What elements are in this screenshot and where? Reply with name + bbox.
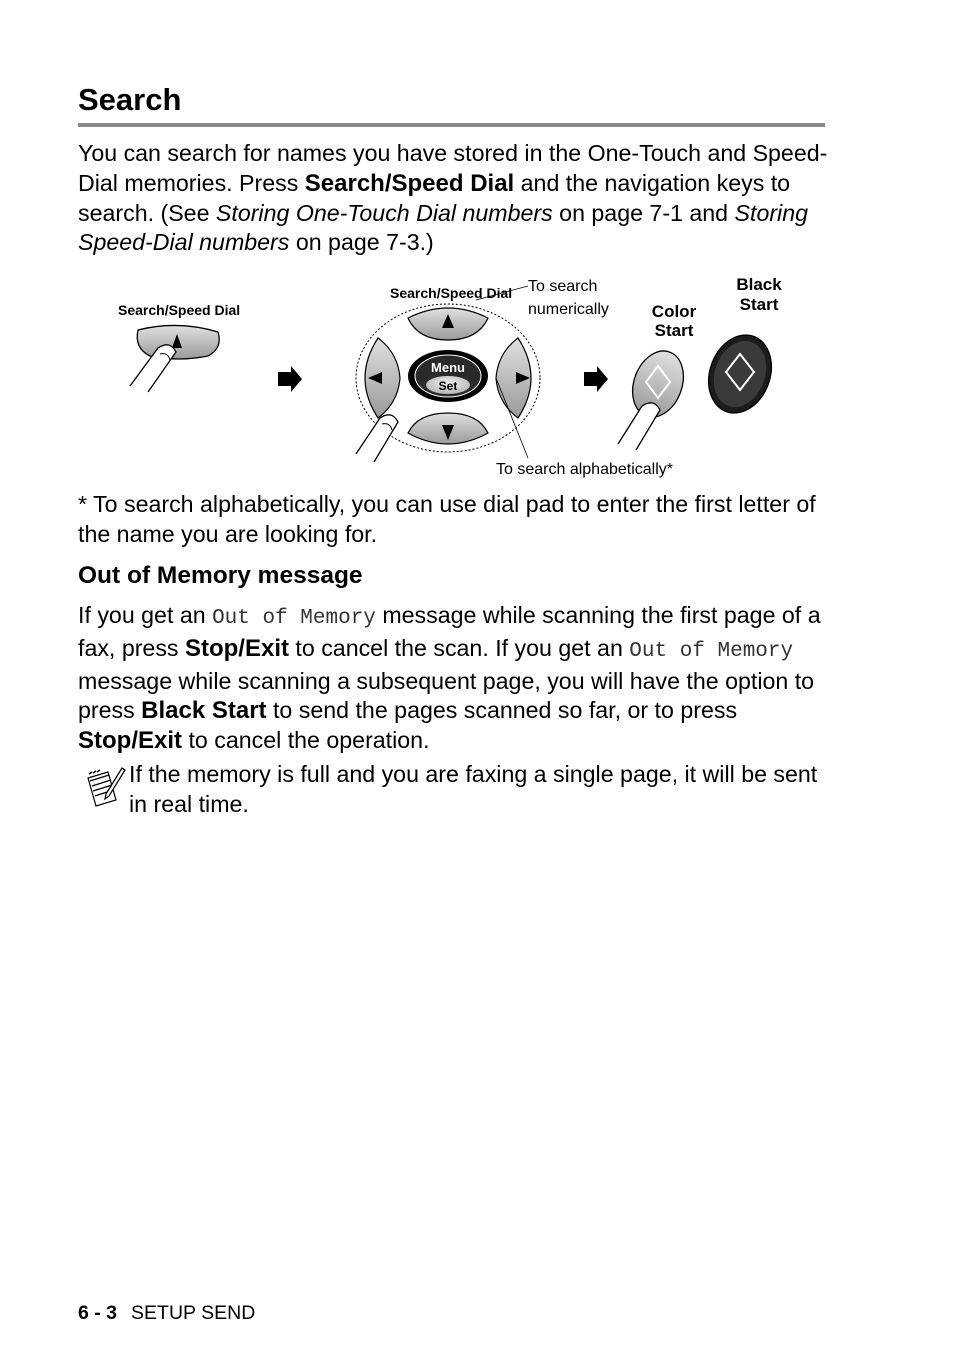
finger-icon (618, 403, 660, 450)
search-speed-dial-key (137, 325, 219, 359)
numeric-callout-line-1: To search (528, 278, 598, 295)
memory-message-code: Out of Memory (212, 607, 376, 630)
memory-text-5: to send the pages scanned so far, or to press (266, 697, 738, 724)
black-start-label-2: Start (739, 295, 779, 314)
section-subheading: Out of Memory message (78, 562, 363, 589)
intro-text-4: on page 7-3.) (289, 229, 434, 256)
page-footer (78, 1301, 255, 1325)
memory-message-code: Out of Memory (629, 639, 794, 663)
memory-text-4: message while scanning a subsequent page, you will have the option to press (78, 667, 815, 724)
page-title: Search (78, 82, 182, 117)
finger-icon (356, 415, 398, 462)
intro-ref-speed-dial: Storing Speed-Dial numbers (78, 199, 808, 256)
note-pencil-icon (84, 764, 126, 808)
next-step-arrow-icon (278, 366, 302, 392)
next-step-arrow-icon (584, 366, 608, 392)
menu-label: Menu (431, 360, 465, 375)
search-key-label: Search/Speed Dial (118, 302, 241, 318)
memory-key-stop-exit: Stop/Exit (78, 727, 183, 755)
intro-paragraph (78, 139, 828, 258)
nav-search-label: Search/Speed Dial (390, 285, 513, 301)
black-start-label-1: Black (736, 275, 782, 294)
alpha-callout: To search alphabetically* (496, 461, 673, 478)
title-rule (78, 123, 825, 127)
color-start-label-2: Start (654, 321, 694, 340)
color-start-label-1: Color (651, 302, 697, 321)
black-start-key (698, 326, 782, 422)
footer-section: SETUP SEND (131, 1302, 256, 1324)
footnote: * To search alphabetically, you can use dial pad to enter the first letter of the name you are looking for. (78, 491, 816, 547)
memory-text-2: message while scanning the first page of a fax, press (78, 602, 821, 661)
numeric-callout-line-2: numerically (528, 301, 609, 318)
memory-text-6: to cancel the operation. (182, 727, 430, 754)
memory-text-3: to cancel the scan. If you get an (288, 634, 630, 661)
intro-key-search-speed-dial: Search/Speed Dial (304, 169, 515, 197)
note-text: If the memory is full and you are faxing a single page, it will be sent in real time. (129, 761, 818, 817)
page-number: 6 - 3 (78, 1302, 118, 1324)
memory-text-1: If you get an (78, 602, 213, 628)
set-label: Set (438, 379, 458, 393)
memory-key-black-start: Black Start (141, 697, 267, 725)
intro-ref-one-touch: Storing One-Touch Dial numbers (215, 199, 553, 226)
intro-text-1: You can search for names you have stored in the One-Touch and Speed-Dial memories. Press (78, 140, 828, 196)
memory-key-stop-exit: Stop/Exit (184, 634, 289, 662)
memory-paragraph (78, 601, 828, 756)
intro-text-2: and the navigation keys to search. (See (78, 169, 791, 226)
intro-text-3: on page 7-1 and (552, 199, 735, 226)
control-panel-diagram (78, 268, 798, 483)
